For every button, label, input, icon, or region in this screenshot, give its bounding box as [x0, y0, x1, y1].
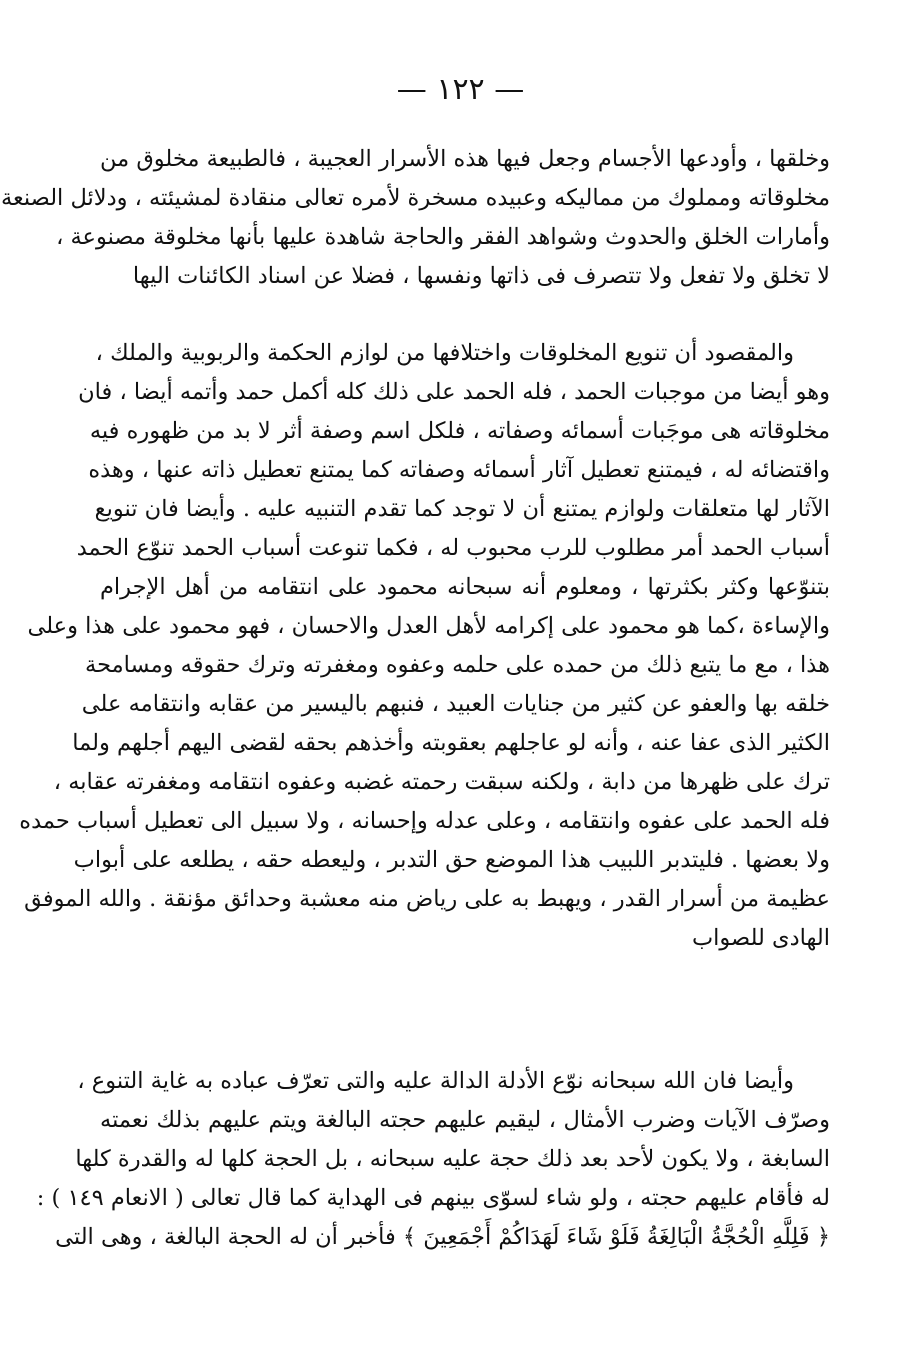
text-line: الكثير الذى عفا عنه ، وأنه لو عاجلهم بعقوبته وأخذهم بحقه لقضى اليهم أجلهم ولما — [72, 730, 830, 756]
text-line: مخلوقاته ومملوك من مماليكه وعبيده مسخرة لأمره تعالى منقادة لمشيئته ، ودلائل الصنعة — [0, 185, 830, 211]
text-line: وأيضا فان الله سبحانه نوّع الأدلة الدالة عليه والتى تعرّف عباده به غاية التنوع ، — [77, 1068, 794, 1094]
text-line: هذا ، مع ما يتبع ذلك من حمده على حلمه وعفوه ومغفرته وترك حقوقه ومسامحة — [85, 652, 830, 678]
text-line: ﴿ فَلِلَّهِ الْحُجَّةُ الْبَالِغَةُ فَلَوْ شَاءَ لَهَدَاكُمْ أَجْمَعِينَ ﴾ فأخبر أن له الحجة البالغة ، وهى التى — [55, 1224, 830, 1250]
text-line: والمقصود أن تنويع المخلوقات واختلافها من لوازم الحكمة والربوبية والملك ، — [95, 340, 794, 366]
text-line: لا تخلق ولا تفعل ولا تتصرف فى ذاتها ونفسها ، فضلا عن اسناد الكائنات اليها — [132, 263, 830, 289]
text-line: فله الحمد على عفوه وانتقامه ، وعلى عدله وإحسانه ، ولا سبيل الى تعطيل أسباب حمده — [19, 808, 830, 834]
text-line: وأمارات الخلق والحدوث وشواهد الفقر والحاجة شاهدة عليها بأنها مخلوقة مصنوعة ، — [56, 224, 830, 250]
text-line: ترك على ظهرها من دابة ، ولكنه سبقت رحمته غضبه وعفوه انتقامه ومغفرته عقابه ، — [53, 769, 830, 795]
text-line: السابغة ، ولا يكون لأحد بعد ذلك حجة عليه سبحانه ، بل الحجة كلها له والقدرة كلها — [75, 1146, 830, 1172]
text-line: وهو أيضا من موجبات الحمد ، فله الحمد على ذلك كله أكمل حمد وأتمه أيضا ، فان — [78, 379, 830, 405]
text-line: وصرّف الآيات وضرب الأمثال ، ليقيم عليهم حجته البالغة ويتم عليهم بذلك نعمته — [100, 1107, 830, 1133]
text-line: أسباب الحمد أمر مطلوب للرب محبوب له ، فكما تنوعت أسباب الحمد تنوّع الحمد — [76, 535, 830, 561]
text-line: واقتضائه له ، فيمتنع تعطيل آثار أسمائه وصفاته كما يمتنع تعطيل ذاته عنها ، وهذه — [88, 457, 830, 483]
text-line: الهادى للصواب — [692, 925, 830, 951]
text-line: ولا بعضها . فليتدبر اللبيب هذا الموضع حق التدبر ، وليعطه حقه ، يطلعه على أبواب — [73, 847, 830, 873]
text-line: خلقه بها والعفو عن كثير من جنايات العبيد ، فنبهم باليسير من عقابه وانتقامه على — [81, 691, 830, 717]
text-line: له فأقام عليهم حجته ، ولو شاء لسوّى بينهم فى الهداية كما قال تعالى ( الانعام ١٤٩ ) : — [36, 1185, 830, 1211]
text-line: مخلوقاته هى موجَبات أسمائه وصفاته ، فلكل اسم وصفة أثر لا بد من ظهوره فيه — [89, 418, 830, 444]
text-line: الآثار لها متعلقات ولوازم يمتنع أن لا توجد كما تقدم التنبيه عليه . وأيضا فان تنويع — [94, 496, 830, 522]
text-line: عظيمة من أسرار القدر ، ويهبط به على رياض منه معشبة وحدائق مؤنقة . والله الموفق — [24, 886, 830, 912]
page-number: — ١٢٢ — — [396, 72, 525, 107]
paragraph-2 — [19, 334, 830, 958]
text-line: وخلقها ، وأودعها الأجسام وجعل فيها هذه الأسرار العجيبة ، فالطبيعة مخلوق من — [100, 146, 830, 172]
text-line: بتنوّعها وكثر بكثرتها ، ومعلوم أنه سبحانه محمود على انتقامه من أهل الإجرام — [100, 574, 830, 600]
paragraph-3 — [36, 1062, 830, 1257]
paragraph-1 — [0, 140, 830, 296]
text-line: والإساءة ،كما هو محمود على إكرامه لأهل العدل والاحسان ، فهو محمود على هذا وعلى — [27, 613, 830, 639]
